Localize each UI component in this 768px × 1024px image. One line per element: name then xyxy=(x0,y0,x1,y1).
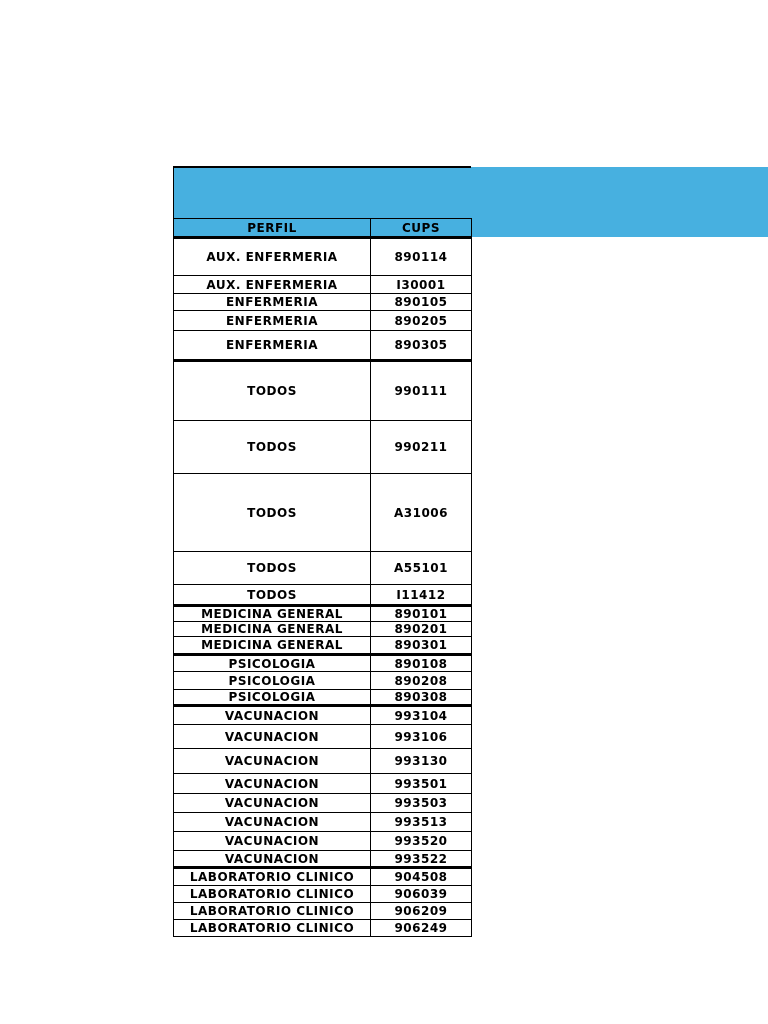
table-row xyxy=(174,311,472,331)
table-row xyxy=(174,552,472,585)
perfil-cups-table xyxy=(173,218,472,937)
table-row xyxy=(174,794,472,813)
table-row xyxy=(174,276,472,294)
header-row xyxy=(174,219,472,238)
perfil-cell: TODOS xyxy=(174,552,371,585)
perfil-cell: ENFERMERIA xyxy=(174,331,371,361)
cups-cell: 993501 xyxy=(371,774,472,794)
table-row xyxy=(174,421,472,474)
cups-cell: 890205 xyxy=(371,311,472,331)
perfil-cell: VACUNACION xyxy=(174,832,371,851)
cups-cell: 990111 xyxy=(371,361,472,421)
perfil-cell: VACUNACION xyxy=(174,749,371,774)
cups-cell: 993520 xyxy=(371,832,472,851)
cups-cell: 993513 xyxy=(371,813,472,832)
cups-cell: 890101 xyxy=(371,606,472,622)
cups-cell: 993522 xyxy=(371,851,472,868)
cups-cell: 906039 xyxy=(371,886,472,903)
perfil-cell: ENFERMERIA xyxy=(174,294,371,311)
perfil-cell: PSICOLOGIA xyxy=(174,672,371,690)
perfil-cell: AUX. ENFERMERIA xyxy=(174,238,371,276)
cups-cell: 890108 xyxy=(371,655,472,672)
perfil-cell: VACUNACION xyxy=(174,725,371,749)
perfil-cell: PSICOLOGIA xyxy=(174,690,371,706)
cups-cell: A55101 xyxy=(371,552,472,585)
perfil-cell: AUX. ENFERMERIA xyxy=(174,276,371,294)
cups-cell: 993106 xyxy=(371,725,472,749)
header-perfil: PERFIL xyxy=(174,219,371,238)
cups-cell: 890301 xyxy=(371,637,472,655)
table-row xyxy=(174,361,472,421)
cups-cell: 990211 xyxy=(371,421,472,474)
table-row xyxy=(174,606,472,622)
table-row xyxy=(174,294,472,311)
perfil-cell: VACUNACION xyxy=(174,851,371,868)
perfil-cell: LABORATORIO CLINICO xyxy=(174,868,371,886)
perfil-cell: LABORATORIO CLINICO xyxy=(174,886,371,903)
table-row xyxy=(174,637,472,655)
table-row xyxy=(174,672,472,690)
table-row xyxy=(174,813,472,832)
table-row xyxy=(174,886,472,903)
table-row xyxy=(174,706,472,725)
table-row xyxy=(174,690,472,706)
perfil-cell: TODOS xyxy=(174,421,371,474)
cups-cell: 890305 xyxy=(371,331,472,361)
table-row xyxy=(174,749,472,774)
table-row xyxy=(174,851,472,868)
cups-cell: 890105 xyxy=(371,294,472,311)
perfil-cell: TODOS xyxy=(174,474,371,552)
table-row xyxy=(174,622,472,637)
perfil-cell: TODOS xyxy=(174,585,371,606)
perfil-cell: LABORATORIO CLINICO xyxy=(174,903,371,920)
table-row xyxy=(174,832,472,851)
table-row xyxy=(174,585,472,606)
cups-cell: 906249 xyxy=(371,920,472,937)
perfil-cell: MEDICINA GENERAL xyxy=(174,622,371,637)
cups-cell: I11412 xyxy=(371,585,472,606)
table-row xyxy=(174,474,472,552)
table-row xyxy=(174,774,472,794)
cups-cell: 993130 xyxy=(371,749,472,774)
table-row xyxy=(174,725,472,749)
perfil-cell: VACUNACION xyxy=(174,774,371,794)
cups-cell: 904508 xyxy=(371,868,472,886)
cups-cell: 906209 xyxy=(371,903,472,920)
perfil-cell: PSICOLOGIA xyxy=(174,655,371,672)
table-row xyxy=(174,331,472,361)
perfil-cell: TODOS xyxy=(174,361,371,421)
perfil-cell: VACUNACION xyxy=(174,706,371,725)
table-row xyxy=(174,238,472,276)
table-row xyxy=(174,920,472,937)
table-row xyxy=(174,903,472,920)
cups-cell: 890201 xyxy=(371,622,472,637)
perfil-cell: MEDICINA GENERAL xyxy=(174,606,371,622)
table-row xyxy=(174,655,472,672)
header-cups: CUPS xyxy=(371,219,472,238)
perfil-cell: VACUNACION xyxy=(174,794,371,813)
cups-cell: 993503 xyxy=(371,794,472,813)
table-top-border xyxy=(173,166,471,168)
cups-cell: 890308 xyxy=(371,690,472,706)
perfil-cell: ENFERMERIA xyxy=(174,311,371,331)
cups-cell: 890114 xyxy=(371,238,472,276)
cups-cell: 890208 xyxy=(371,672,472,690)
perfil-cell: MEDICINA GENERAL xyxy=(174,637,371,655)
perfil-cell: VACUNACION xyxy=(174,813,371,832)
table-row xyxy=(174,868,472,886)
cups-cell: A31006 xyxy=(371,474,472,552)
perfil-cell: LABORATORIO CLINICO xyxy=(174,920,371,937)
cups-cell: 993104 xyxy=(371,706,472,725)
cups-cell: I30001 xyxy=(371,276,472,294)
